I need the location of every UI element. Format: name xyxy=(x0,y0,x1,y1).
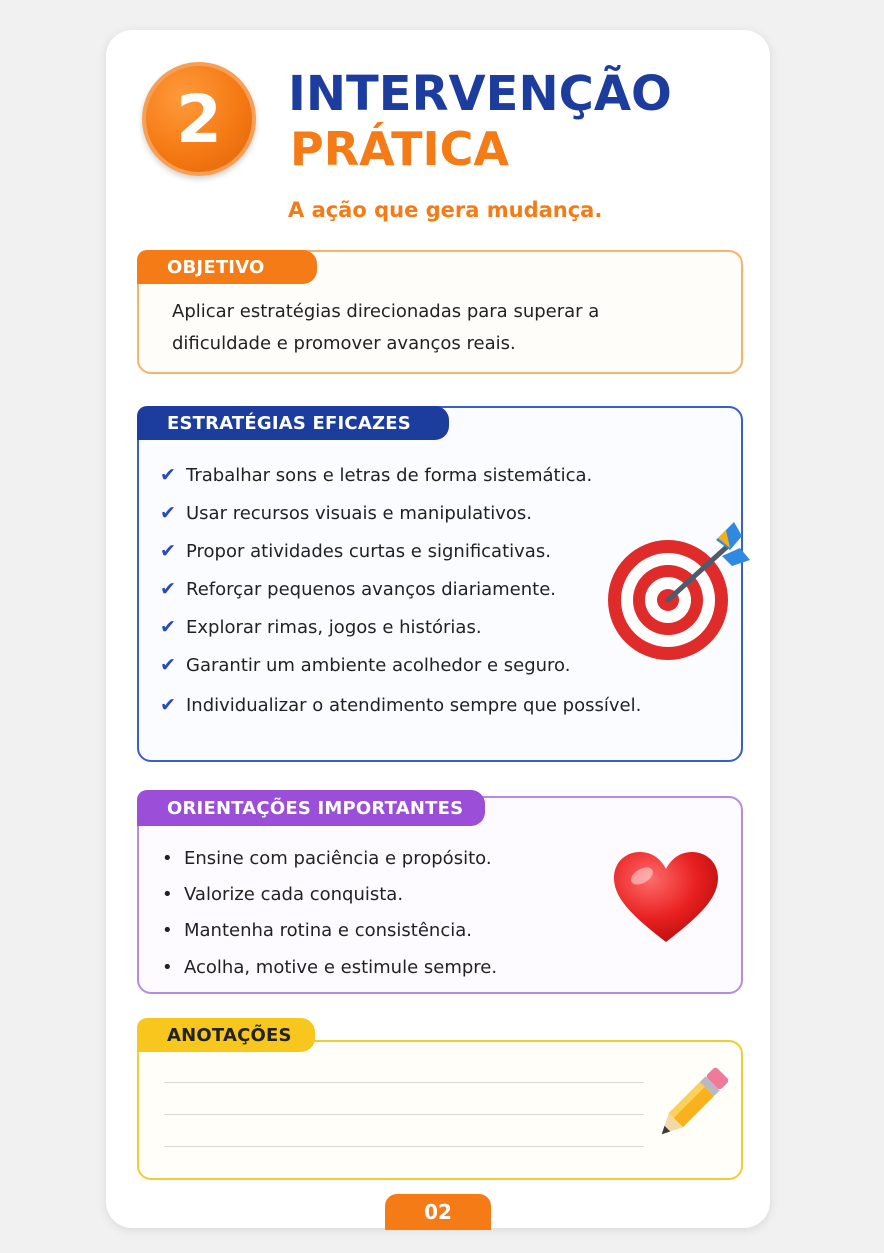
list-item: • Mantenha rotina e consistência. xyxy=(162,920,472,941)
orientacoes-tab: ORIENTAÇÕES IMPORTANTES xyxy=(137,790,485,826)
section-number-badge: 2 xyxy=(142,62,256,176)
page-subtitle: A ação que gera mudança. xyxy=(288,198,603,222)
list-item: ✔ Trabalhar sons e letras de forma sistemática. xyxy=(160,464,593,486)
target-icon xyxy=(606,520,754,666)
estrategias-tab: ESTRATÉGIAS EFICAZES xyxy=(137,406,449,440)
note-line xyxy=(164,1082,644,1083)
list-item: ✔ Propor atividades curtas e significativas. xyxy=(160,540,551,562)
objetivo-text-line1: Aplicar estratégias direcionadas para superar a xyxy=(172,301,600,322)
objetivo-tab: OBJETIVO xyxy=(137,250,317,284)
check-icon: ✔ xyxy=(160,578,176,600)
list-item: • Valorize cada conquista. xyxy=(162,884,404,905)
list-item: ✔ Explorar rimas, jogos e histórias. xyxy=(160,616,482,638)
check-icon: ✔ xyxy=(160,694,176,716)
objetivo-text xyxy=(172,296,652,360)
list-item: ✔ Garantir um ambiente acolhedor e seguro. xyxy=(160,654,571,676)
list-item: ✔ Individualizar o atendimento sempre que possível. xyxy=(160,694,642,716)
anotacoes-tab: ANOTAÇÕES xyxy=(137,1018,315,1052)
list-item: ✔ Usar recursos visuais e manipulativos. xyxy=(160,502,533,524)
page-number: 02 xyxy=(385,1194,491,1230)
check-icon: ✔ xyxy=(160,540,176,562)
objetivo-text-line2: dificuldade e promover avanços reais. xyxy=(172,333,516,354)
note-line xyxy=(164,1146,644,1147)
check-icon: ✔ xyxy=(160,616,176,638)
list-item: • Ensine com paciência e propósito. xyxy=(162,848,492,869)
check-icon: ✔ xyxy=(160,464,176,486)
note-line xyxy=(164,1114,644,1115)
page-title-line1: INTERVENÇÃO xyxy=(288,66,672,122)
pencil-icon xyxy=(652,1066,728,1146)
page-title-line2: PRÁTICA xyxy=(290,122,510,176)
check-icon: ✔ xyxy=(160,502,176,524)
check-icon: ✔ xyxy=(160,654,176,676)
list-item: • Acolha, motive e estimule sempre. xyxy=(162,957,498,978)
heart-icon xyxy=(612,850,720,946)
list-item: ✔ Reforçar pequenos avanços diariamente. xyxy=(160,578,556,600)
